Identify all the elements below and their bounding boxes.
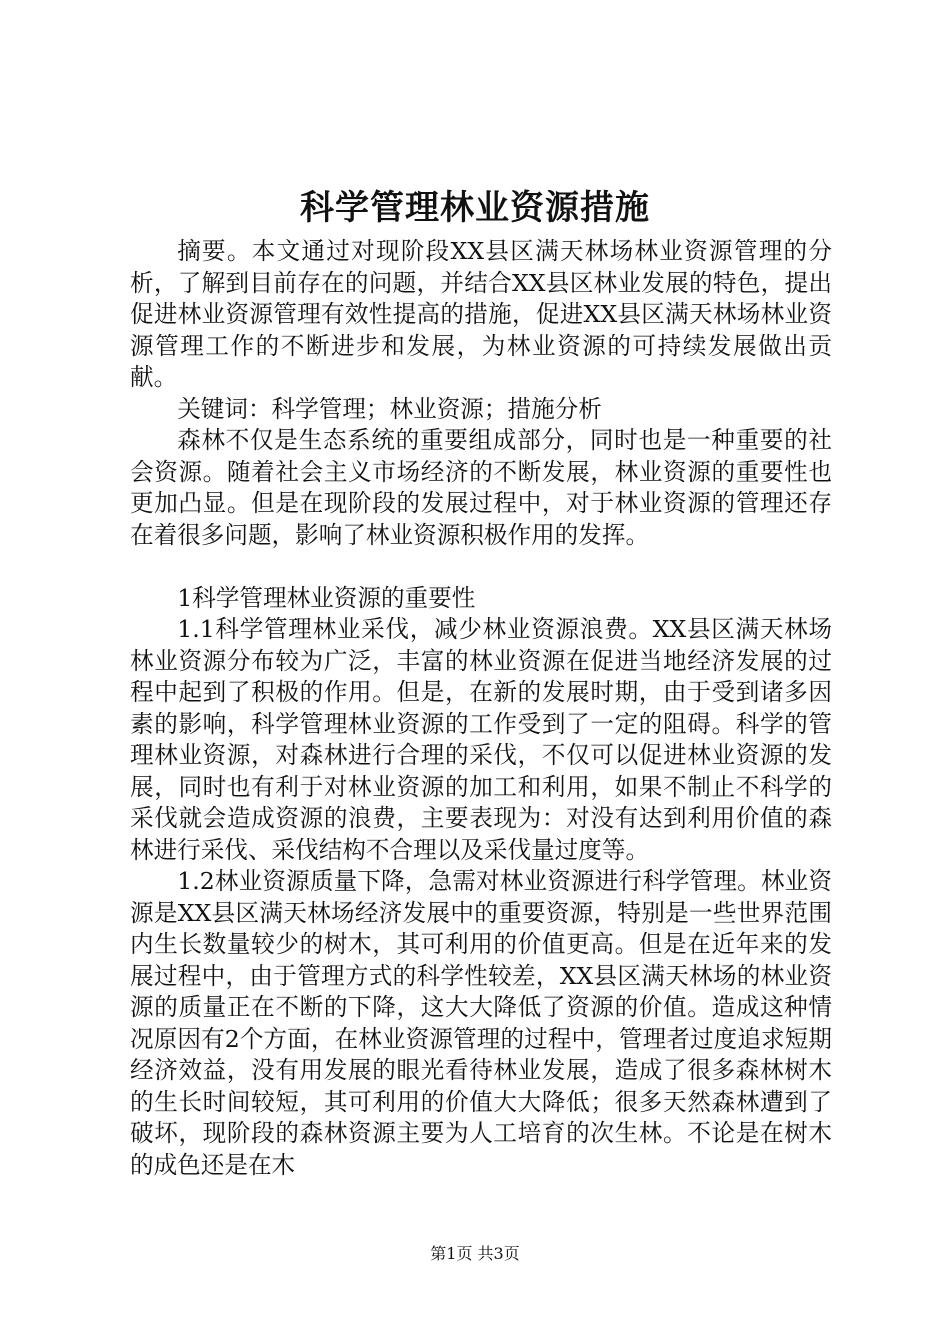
document-body [130,236,832,1181]
section-heading: 1科学管理林业资源的重要性 [177,583,476,612]
intro-paragraph: 森林不仅是生态系统的重要组成部分，同时也是一种重要的社会资源。随着社会主义市场经济的不断发展，林业资源的重要性也更加凸显。但是在现阶段的发展过程中，对于林业资源的管理还存在着很多问题，影响了林业资源积极作用的发挥。 [130,426,832,549]
document-title: 科学管理林业资源措施 [300,188,650,228]
keywords-paragraph: 关键词：科学管理；林业资源；措施分析 [177,394,602,423]
section-1-1-paragraph: 1.1科学管理林业采伐，减少林业资源浪费。XX县区满天林场林业资源分布较为广泛，丰富的林业资源在促进当地经济发展的过程中起到了积极的作用。但是，在新的发展时期，由于受到诸多因素的影响，科学管理林业资源的工作受到了一定的阻碍。科学的管理林业资源，对森林进行合理的采伐，不仅可以促进林业资源的发展，同时也有利于对林业资源的加工和利用，如果不制止不科学的采伐就会造成资源的浪费，主要表现为：对没有达到利用价值的森林进行采伐、采伐结构不合理以及采伐量过度等。 [130,615,832,864]
section-1-2-paragraph: 1.2林业资源质量下降，急需对林业资源进行科学管理。林业资源是XX县区满天林场经济发展中的重要资源，特别是一些世界范围内生长数量较少的树木，其可利用的价值更高。但是在近年来的发展过程中，由于管理方式的科学性较差，XX县区满天林场的林业资源的质量正在不断的下降，这大大降低了资源的价值。造成这种情况原因有2个方面，在林业资源管理的过程中，管理者过度追求短期经济效益，没有用发展的眼光看待林业发展，造成了很多森林树木的生长时间较短，其可利用的价值大大降低；很多天然森林遭到了破坏，现阶段的森林资源主要为人工培育的次生林。不论是在树木的成色还是在木 [130,867,832,1179]
page-footer: 第1页 共3页 [430,1244,520,1263]
abstract-paragraph: 摘要。本文通过对现阶段XX县区满天林场林业资源管理的分析，了解到目前存在的问题，并结合XX县区林业发展的特色，提出促进林业资源管理有效性提高的措施，促进XX县区满天林场林业资源管理工作的不断进步和发展，为林业资源的可持续发展做出贡献。 [130,237,832,391]
